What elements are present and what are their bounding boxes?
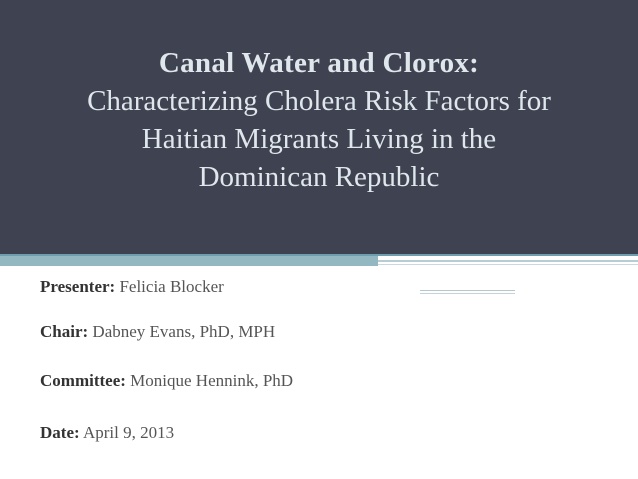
detail-chair: [40, 322, 275, 342]
accent-line-short-1: [420, 290, 515, 291]
detail-committee: [40, 371, 293, 391]
detail-label: Date:: [40, 423, 80, 442]
title-line-3: Dominican Republic: [198, 161, 440, 193]
detail-value: Felicia Blocker: [115, 277, 224, 296]
title-line-1: Characterizing Cholera Risk Factors for: [87, 85, 551, 117]
detail-value: April 9, 2013: [79, 423, 175, 442]
accent-stripe-left: [0, 256, 378, 266]
detail-label: Committee:: [40, 371, 126, 390]
accent-stripe-right-2: [378, 264, 638, 265]
title-main: Canal Water and Clorox:: [158, 47, 480, 79]
detail-label: Chair:: [40, 322, 89, 341]
detail-label: Presenter:: [40, 277, 116, 296]
detail-date: [40, 423, 174, 443]
accent-line-short-2: [420, 293, 515, 294]
slide-title: [0, 44, 638, 196]
accent-stripe-right-1: [378, 260, 638, 262]
detail-presenter: [40, 277, 224, 297]
detail-value: Dabney Evans, PhD, MPH: [88, 322, 276, 341]
detail-value: Monique Hennink, PhD: [125, 371, 294, 390]
title-line-2: Haitian Migrants Living in the: [141, 123, 497, 155]
